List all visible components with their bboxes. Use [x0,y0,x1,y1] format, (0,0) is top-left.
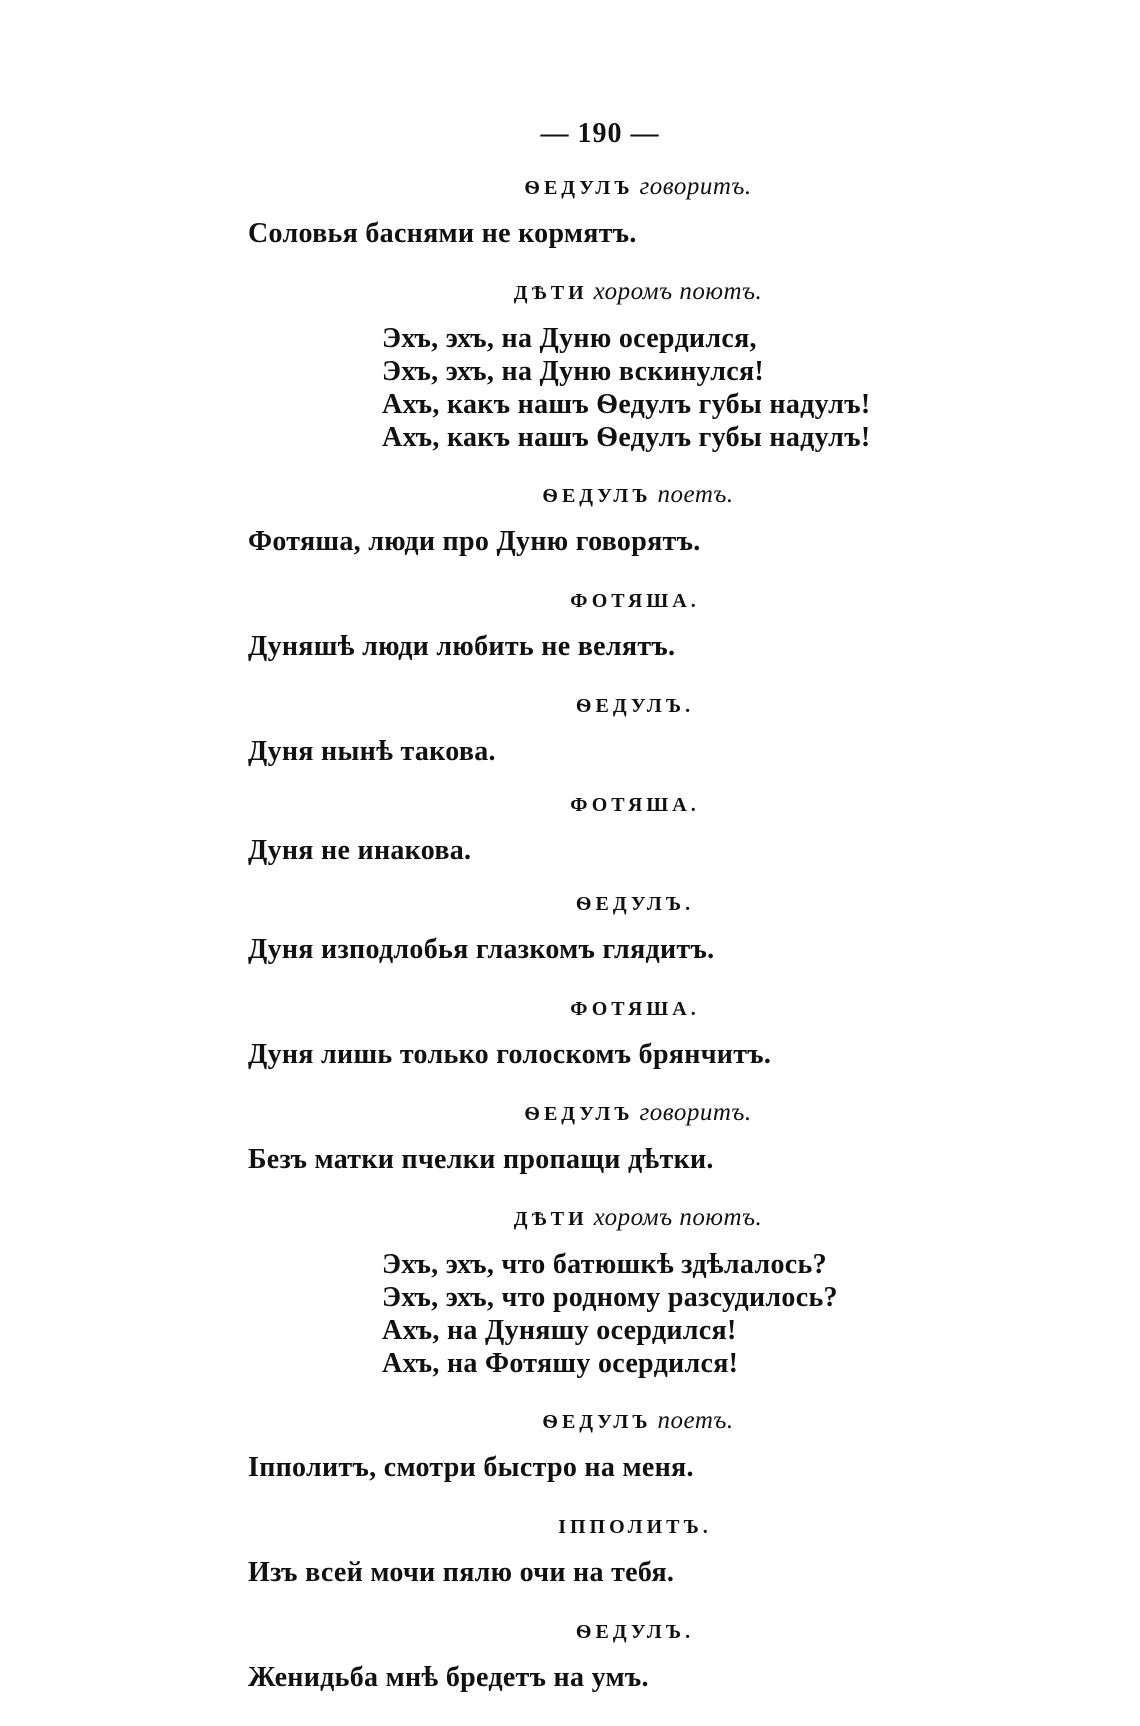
speaker-heading [248,789,948,820]
speaker-name: ФОТЯША. [570,998,700,1020]
verse-block [248,322,948,454]
stage-direction: поетъ. [657,1407,734,1434]
dialogue-line: Фотяша, люди про Дуню говорятъ. [248,526,701,557]
stage-direction: поетъ. [657,481,734,508]
speaker-heading [248,1203,948,1234]
stage-direction: говоритъ. [639,1099,752,1126]
stage-direction: говоритъ. [639,173,752,200]
dialogue-line: Дуня изподлобья глазкомъ глядитъ. [248,934,715,965]
verse-line: Эхъ, эхъ, на Дуню осердился, [382,323,757,354]
stage-direction: хоромъ поютъ. [593,1204,763,1231]
speaker-name: ФОТЯША. [570,590,700,612]
dialogue-line: Безъ матки пчелки пропащи дѣтки. [248,1144,714,1175]
verse-line: Эхъ, эхъ, что батюшкѣ здѣлалось? [382,1249,827,1280]
stage-direction: хоромъ поютъ. [593,278,763,305]
speaker-name: ѲЕДУЛЪ [524,177,634,199]
dialogue-line: Соловья баснями не кормятъ. [248,218,637,249]
verse-line: Ахъ, на Фотяшу осердился! [382,1348,739,1379]
speaker-heading [248,1406,948,1437]
speaker-name: ѲЕДУЛЪ. [575,1621,695,1643]
speaker-name: ѲЕДУЛЪ [542,1411,652,1433]
speaker-heading [248,585,948,616]
verse-line: Ахъ, какъ нашъ Ѳедулъ губы надулъ! [382,422,871,453]
verse-line: Ахъ, какъ нашъ Ѳедулъ губы надулъ! [382,389,871,420]
dialogue-line: Дуня нынѣ такова. [248,736,496,767]
verse-block [248,1248,948,1380]
speaker-name: ѲЕДУЛЪ. [575,893,695,915]
verse-line: Ахъ, на Дуняшу осердился! [382,1315,737,1346]
speaker-name: ФОТЯША. [570,794,700,816]
speaker-heading [248,993,948,1024]
page-number: — 190 — [540,118,660,149]
dialogue-line: Дуня не инакова. [248,835,472,866]
speaker-name: ѲЕДУЛЪ. [575,695,695,717]
speaker-heading [248,690,948,721]
speaker-heading [248,1098,948,1129]
speaker-name: ДѢТИ [513,1208,588,1230]
speaker-name: ІППОЛИТЪ. [558,1516,712,1538]
speaker-heading [248,1511,948,1542]
speaker-heading [248,480,948,511]
speaker-name: ДѢТИ [513,282,588,304]
speaker-name: ѲЕДУЛЪ [542,485,652,507]
play-text [248,172,948,1695]
dialogue-line: Изъ всей мочи пялю очи на тебя. [248,1557,675,1588]
speaker-heading [248,1616,948,1647]
speaker-heading [248,888,948,919]
speaker-heading [248,277,948,308]
dialogue-line: Женидьба мнѣ бредетъ на умъ. [248,1662,649,1693]
dialogue-line: Іпполитъ, смотри быстро на меня. [248,1452,694,1483]
dialogue-line: Дуняшѣ люди любить не велятъ. [248,631,676,662]
dialogue-line: Дуня лишь только голоскомъ брянчитъ. [248,1039,772,1070]
speaker-name: ѲЕДУЛЪ [524,1103,634,1125]
verse-line: Эхъ, эхъ, на Дуню вскинулся! [382,356,765,387]
speaker-heading [248,172,948,203]
verse-line: Эхъ, эхъ, что родному разсудилось? [382,1282,838,1313]
